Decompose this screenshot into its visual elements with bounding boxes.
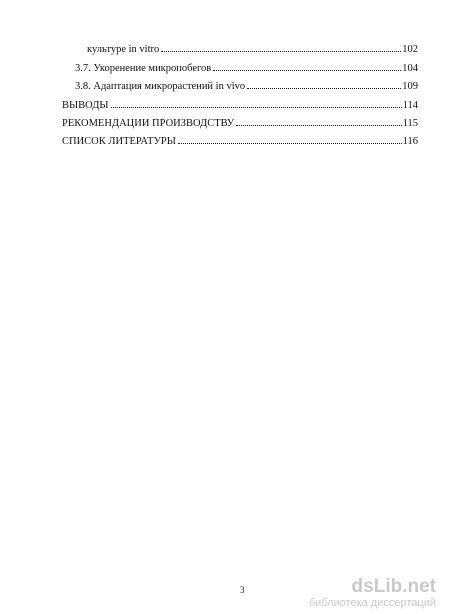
toc-dot-leader bbox=[236, 124, 401, 126]
toc-entry-page: 102 bbox=[402, 44, 418, 55]
page-number: 3 bbox=[240, 585, 245, 595]
toc-entry bbox=[75, 81, 418, 93]
toc-entry-label: СПИСОК ЛИТЕРАТУРЫ bbox=[62, 136, 176, 147]
toc-dot-leader bbox=[178, 142, 402, 144]
toc-entry-label: ВЫВОДЫ bbox=[62, 100, 109, 111]
watermark bbox=[309, 577, 436, 610]
toc-dot-leader bbox=[247, 87, 401, 89]
toc-entry-page: 115 bbox=[402, 118, 418, 129]
toc-dot-leader bbox=[213, 69, 401, 71]
toc-dot-leader bbox=[111, 106, 402, 108]
toc-entry-label: культуре in vitro bbox=[87, 44, 160, 55]
toc-entry bbox=[87, 44, 418, 56]
watermark-subtitle: библиотека диссертаций bbox=[308, 597, 436, 609]
toc-entry-label: 3.8. Адаптация микрорастений in vivo bbox=[75, 81, 246, 92]
toc-entry-label: 3.7. Укоренение микропобегов bbox=[75, 63, 212, 74]
toc-entry bbox=[62, 136, 418, 148]
toc-entry-page: 104 bbox=[402, 63, 418, 74]
toc-entry-page: 109 bbox=[402, 81, 418, 92]
toc-entry-label: РЕКОМЕНДАЦИИ ПРОИЗВОДСТВУ bbox=[62, 118, 235, 129]
toc-entry bbox=[75, 63, 418, 75]
toc-entry bbox=[62, 118, 418, 130]
toc-entry-page: 116 bbox=[402, 136, 418, 147]
toc-dot-leader bbox=[161, 50, 401, 52]
toc-entry-page: 114 bbox=[402, 100, 418, 111]
toc-entry bbox=[62, 100, 418, 112]
watermark-logo: dsLib.net bbox=[351, 576, 436, 597]
